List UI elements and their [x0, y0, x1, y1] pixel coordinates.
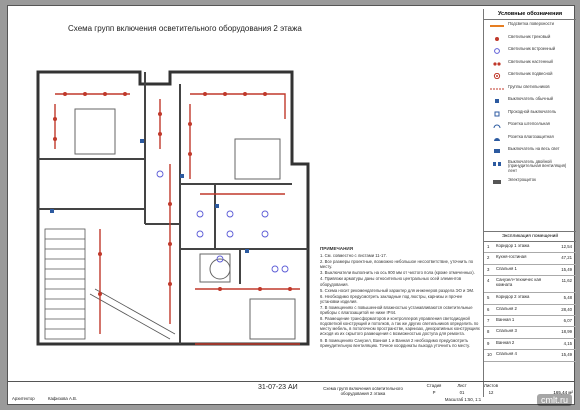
table-row: 10 Спальня 4 15,49: [484, 350, 576, 361]
legend-item: Выключатель обычный: [484, 95, 576, 108]
legend-item: Выключатель двойной (принудительная вентиляция) лент: [484, 158, 576, 176]
author-name: Кафизова А.В.: [48, 396, 78, 401]
note-item: 7. В помещениях с повышенной влажностью устанавливаются осветительные приборы с влагозащитой не ниже IP44.: [320, 304, 473, 316]
red-dot-icon: [490, 36, 504, 42]
table-row: 7 Ванная 1 6,07: [484, 316, 576, 327]
sheet-info: Стадия Лист Листов Р 01 12 Масштаб 1:50, 1:1: [426, 383, 498, 402]
wet-socket-icon: [490, 136, 504, 142]
explication-table: [483, 231, 576, 397]
recessed-lights: [157, 171, 288, 272]
explication-title: Экспликация помещений: [484, 232, 576, 242]
legend-title: Условные обозначения: [484, 9, 576, 20]
legend-item: Выключатель на весь свет: [484, 145, 576, 158]
note-item: 1. См. совместно с листами 11-17.: [320, 253, 387, 259]
orange-line-icon: [490, 23, 504, 29]
title-block: [8, 381, 574, 404]
legend-item: Электрощиток: [484, 176, 576, 189]
note-item: 2. Все размеры проектные, возможно небольшое несоответствие, уточнить по месту.: [320, 259, 474, 270]
target-icon: [490, 73, 504, 79]
table-row: 4 Санузел+техничес кая комната 11,62: [484, 276, 576, 293]
sheet-description: Схема групп включения осветительного оборудования 2 этажа: [323, 386, 403, 397]
legend-item: Светильник трековый: [484, 33, 576, 46]
table-row: 6 Спальня 2 28,40: [484, 305, 576, 316]
legend-item: Розетка штепсельная: [484, 120, 576, 133]
legend-item: Светильник настенный: [484, 58, 576, 71]
notes-heading: ПРИМЕЧАНИЯ: [320, 246, 354, 251]
group-line-icon: [490, 86, 504, 92]
master-switch-icon: [490, 148, 504, 154]
inner-walls: [38, 72, 308, 344]
switches: [50, 139, 249, 253]
drawing-sheet: [7, 5, 575, 405]
note-item: 9. В помещениях Санузел, Ванная 1 и Ванная 2 необходимо предусмотреть принудительную вентиляцию. Точное координаты выхода уточнить по месту.: [320, 337, 470, 348]
note-item: 3. Выключатели выполнить на ось 900 мм от чистого пола (кроме отмеченных).: [320, 270, 475, 276]
project-code: 31-07-23 АИ: [258, 384, 298, 391]
total-area: 165,44 м²: [553, 390, 573, 395]
table-row: 1 Коридор 1 этажа 12,54: [484, 242, 576, 253]
notes-block: [320, 246, 482, 349]
legend-item: Светильник подвесной: [484, 70, 576, 83]
panel-icon: [490, 179, 504, 185]
switch-icon: [490, 98, 504, 104]
role-label: Архитектор: [12, 396, 35, 401]
double-switch-icon: [490, 161, 504, 167]
table-row: 2 Кухня-гостиная 47,21: [484, 253, 576, 264]
legend-panel: [483, 9, 576, 231]
note-item: 5. Схема носит рекомендательный характер для инженеров раздела ЭО и ЭМ.: [320, 287, 475, 293]
table-row: 9 Ванная 2 4,15: [484, 339, 576, 350]
note-item: 4. Привязки арматуры даны относительно центральных осей элементов оборудования.: [320, 276, 462, 287]
ring-icon: [490, 48, 504, 54]
pass-switch-icon: [490, 111, 504, 117]
double-dot-icon: [490, 61, 504, 67]
legend-item: Группы светильников: [484, 83, 576, 96]
socket-icon: [490, 123, 504, 129]
light-groups: [55, 94, 300, 344]
legend-item: Проходной выключатель: [484, 108, 576, 121]
watermark: cmlt.ru: [537, 394, 572, 406]
table-row: 5 Коридор 2 этажа 5,48: [484, 293, 576, 304]
legend-item: Светильник встроенный: [484, 45, 576, 58]
note-item: 6. Необходимо предусмотреть закладные под люстры, карнизы и прочее установки изделия.: [320, 293, 463, 304]
legend-item: Подсветка поверхности: [484, 20, 576, 33]
legend-item: Розетка влагозащитная: [484, 133, 576, 146]
floor-plan: [20, 44, 320, 384]
table-row: 8 Спальня 3 18,99: [484, 327, 576, 338]
table-row: 3 Спальня 1 15,49: [484, 265, 576, 276]
note-item: 8. Размещение трансформаторов и контроллеров управления светодиодной подсветкой конструкций и потолков, а так же других светильников определить по месту мебель, в потолочном пространстве, карнизах, декоративных конструкциях исходя из их скрытого размещения с возможностью доступа для ремонта.: [320, 316, 480, 337]
stairs: [45, 229, 175, 339]
page-title: Схема групп включения осветительного оборудования 2 этажа: [68, 24, 302, 33]
